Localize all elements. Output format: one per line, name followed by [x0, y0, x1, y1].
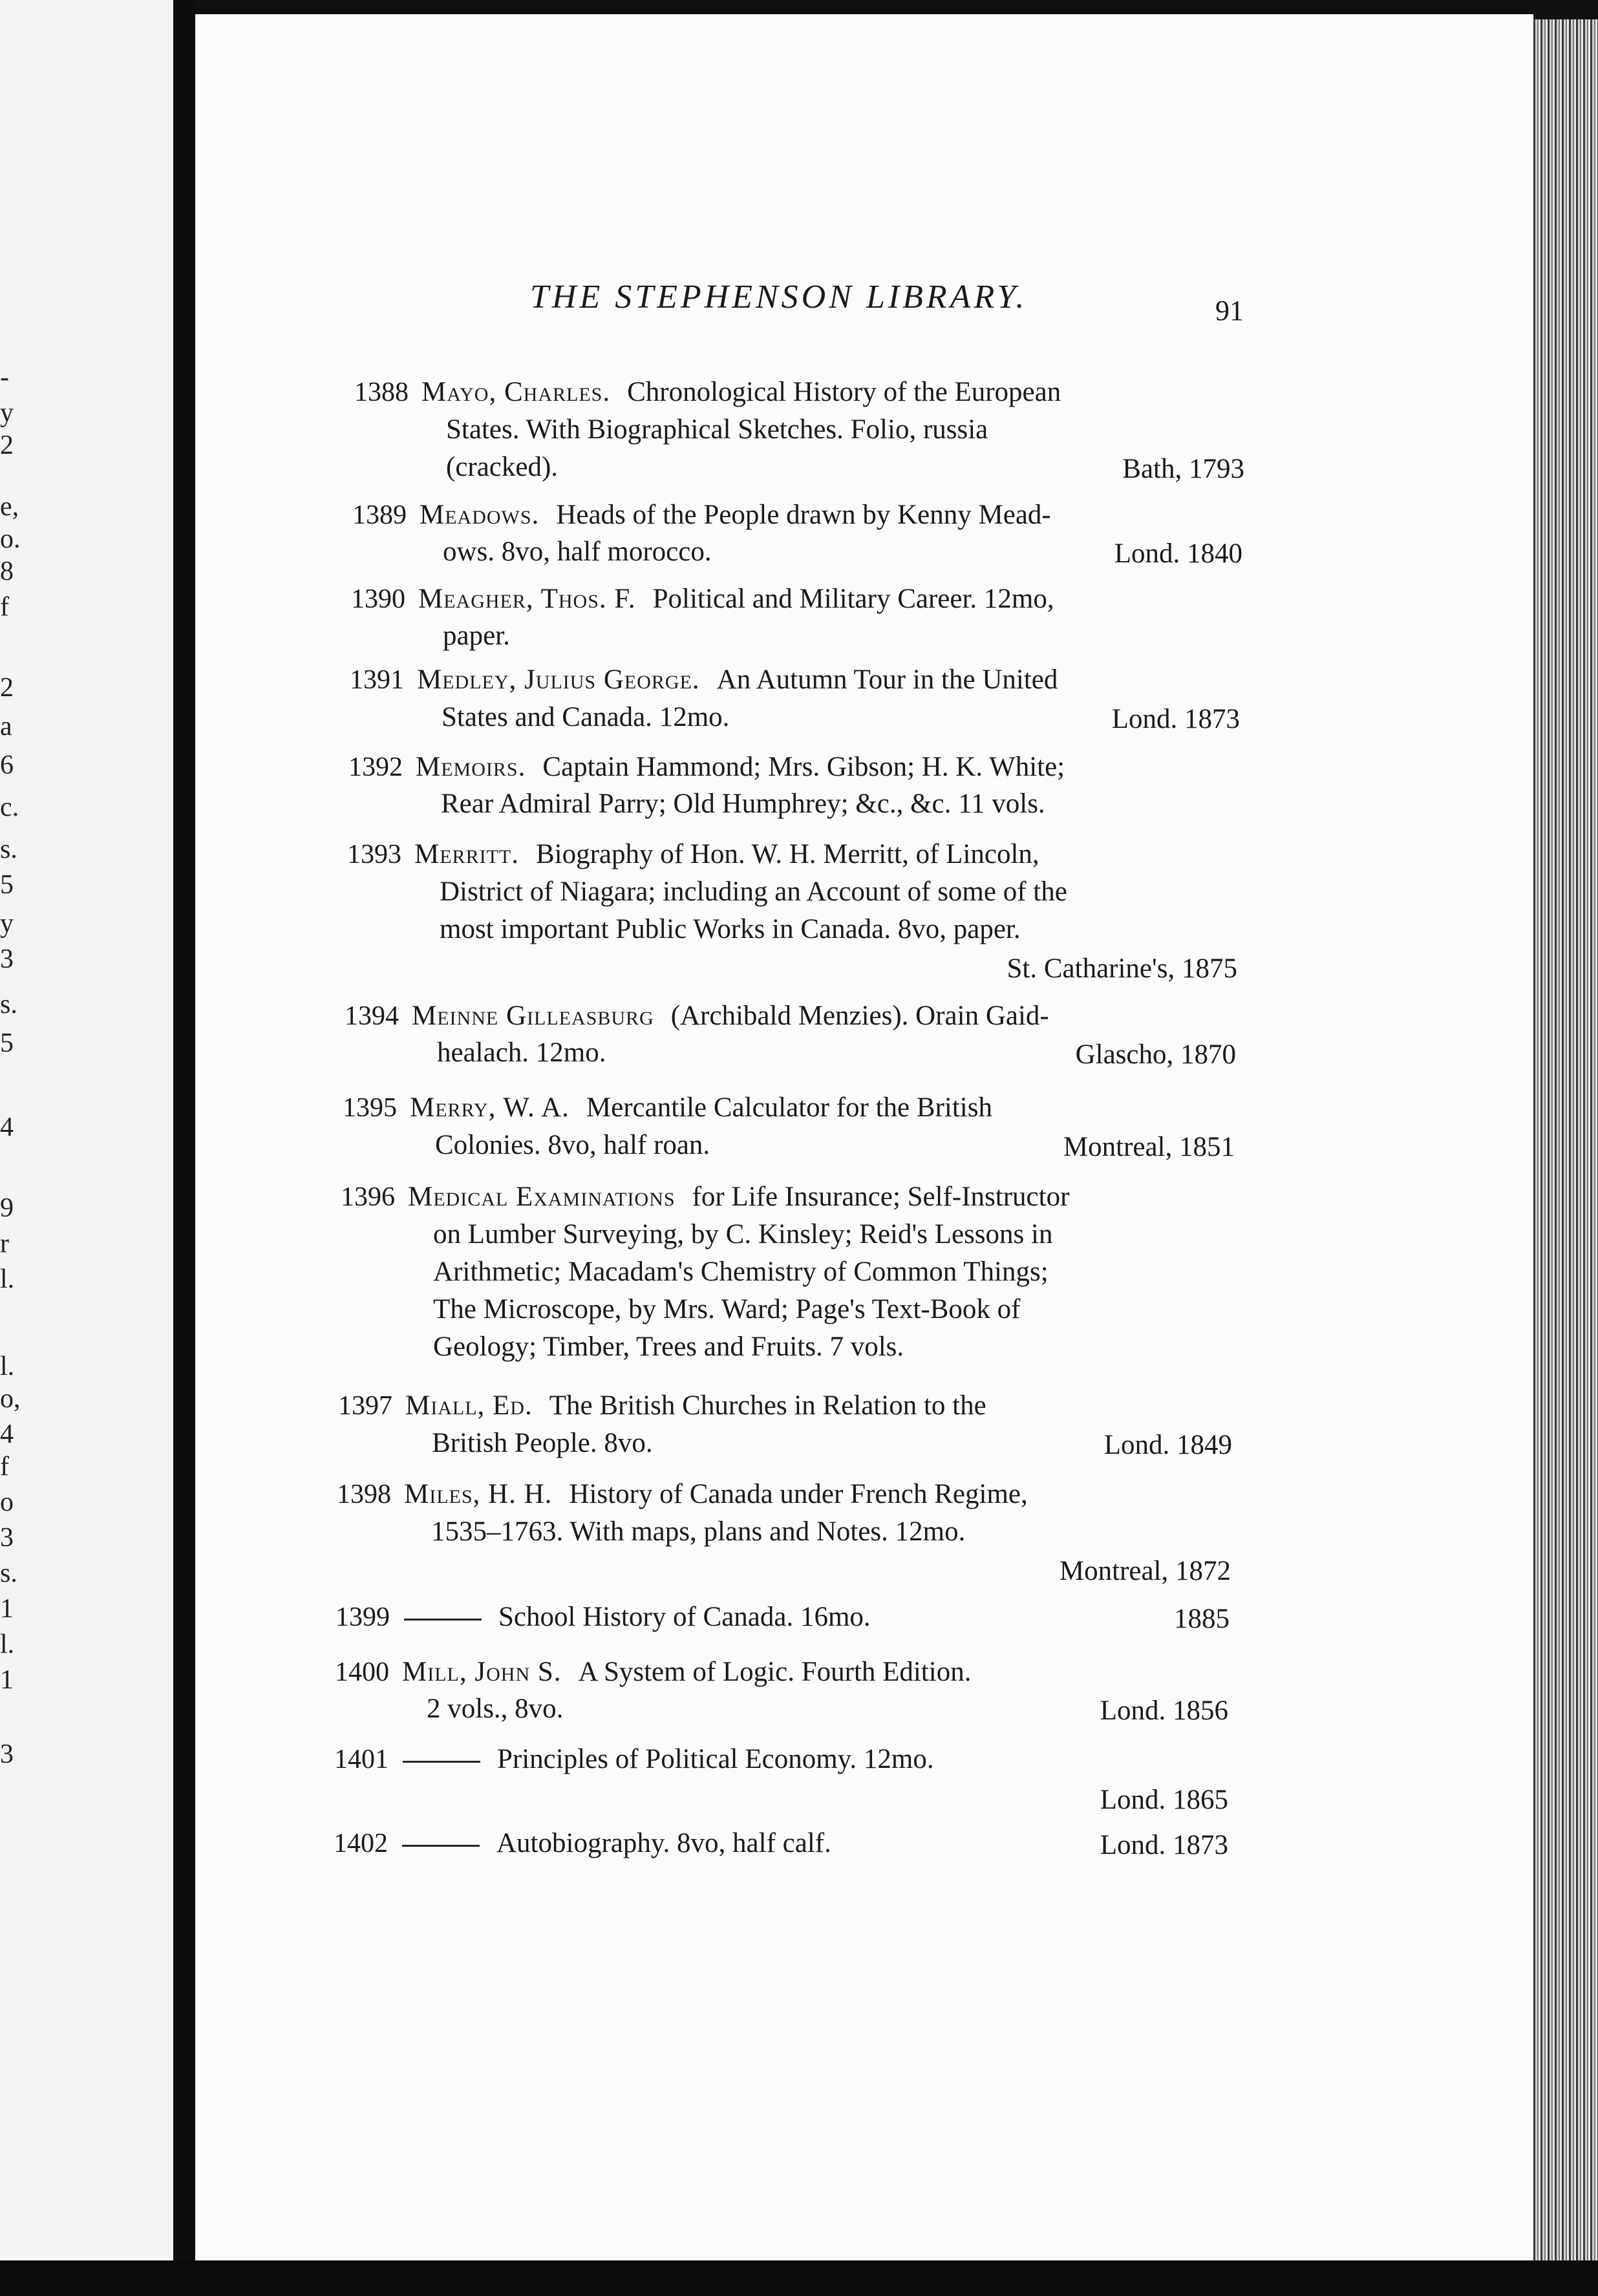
- entry-author: Medical Examinations: [408, 1182, 676, 1212]
- entry-line: District of Niagara; including an Account of some of the: [440, 877, 1067, 907]
- entry-author: Mayo, Charles.: [421, 377, 611, 407]
- entry-line: [335, 1658, 972, 1686]
- entry-line: [345, 1002, 1049, 1030]
- margin-fragment: s.: [0, 990, 17, 1019]
- entry-imprint: Lond. 1849: [1103, 1430, 1232, 1460]
- entry-number: 1400: [335, 1657, 389, 1687]
- entry-line: States and Canada. 12mo.: [442, 702, 730, 732]
- book-gutter: [173, 0, 195, 2296]
- entry-line: [334, 1829, 831, 1857]
- entry-imprint: 1885: [1174, 1604, 1230, 1634]
- margin-fragment: 2: [0, 430, 14, 460]
- margin-fragment: 1: [0, 1594, 14, 1624]
- entry-line: ows. 8vo, half morocco.: [443, 537, 712, 567]
- entry-number: 1402: [334, 1829, 388, 1858]
- entry-author: Medley, Julius George.: [417, 664, 700, 695]
- entry-line: most important Public Works in Canada. 8vo, paper.: [440, 914, 1021, 944]
- entry-text: for Life Insurance; Self-Instructor: [692, 1182, 1070, 1212]
- entry-text: An Autumn Tour in the United: [716, 664, 1058, 695]
- margin-fragment: 3: [0, 944, 14, 974]
- margin-fragment: y: [0, 909, 14, 939]
- entry-number: 1396: [341, 1182, 395, 1212]
- entry-number: 1388: [354, 377, 409, 407]
- margin-fragment: -: [0, 363, 9, 392]
- entry-text: Political and Military Career. 12mo,: [652, 584, 1054, 614]
- margin-fragment: 3: [0, 1739, 14, 1769]
- entry-line: on Lumber Surveying, by C. Kinsley; Reid's Lessons in: [433, 1219, 1053, 1249]
- page-number: 91: [1215, 295, 1244, 326]
- entry-text: Autobiography. 8vo, half calf.: [496, 1828, 831, 1858]
- margin-fragment: e,: [0, 492, 19, 522]
- entry-imprint: Montreal, 1872: [1059, 1556, 1231, 1586]
- entry-number: 1394: [345, 1001, 399, 1031]
- scan-top-border: [0, 0, 1598, 14]
- running-header: THE STEPHENSON LIBRARY.: [530, 279, 1028, 315]
- entry-imprint: Bath, 1793: [1122, 454, 1244, 484]
- page: [195, 14, 1533, 2260]
- margin-fragment: 5: [0, 870, 14, 900]
- entry-number: 1401: [334, 1745, 389, 1774]
- margin-fragment: o,: [0, 1384, 21, 1414]
- margin-fragment: f: [0, 1452, 9, 1482]
- entry-text: Chronological History of the European: [627, 377, 1061, 407]
- entry-author: Miall, Ed.: [405, 1390, 533, 1421]
- margin-fragment: 8: [0, 557, 14, 586]
- entry-line: (cracked).: [446, 452, 559, 482]
- entry-line: Colonies. 8vo, half roan.: [435, 1130, 710, 1160]
- entry-line: [337, 1480, 1028, 1508]
- entry-line: Rear Admiral Parry; Old Humphrey; &c., &c. 11 vols.: [441, 789, 1045, 819]
- entry-line: paper.: [443, 621, 510, 651]
- entry-line: Geology; Timber, Trees and Fruits. 7 vols.: [433, 1332, 904, 1362]
- entry-text: Heads of the People drawn by Kenny Mead-: [556, 500, 1051, 530]
- entry-line: [338, 1392, 986, 1419]
- entry-author: Meagher, Thos. F.: [418, 584, 636, 614]
- ditto-dash: [402, 1845, 480, 1847]
- entry-text: Captain Hammond; Mrs. Gibson; H. K. White;: [542, 752, 1065, 782]
- entry-text: The British Churches in Relation to the: [549, 1390, 986, 1421]
- entry-author: Mill, John S.: [402, 1657, 562, 1687]
- entry-author: Miles, H. H.: [404, 1479, 553, 1509]
- ditto-dash: [403, 1761, 480, 1763]
- entry-author: Meadows.: [420, 500, 540, 530]
- entry-number: 1392: [348, 752, 403, 782]
- entry-text: History of Canada under French Regime,: [569, 1479, 1028, 1509]
- entry-number: 1395: [343, 1093, 397, 1123]
- entry-imprint: Lond. 1840: [1114, 538, 1242, 569]
- margin-fragment: 2: [0, 673, 14, 703]
- entry-text: Biography of Hon. W. H. Merritt, of Lincoln,: [535, 839, 1039, 869]
- margin-fragment: r: [0, 1229, 9, 1259]
- entry-number: 1399: [336, 1602, 390, 1632]
- margin-fragment: y: [0, 398, 14, 428]
- entry-line: 2 vols., 8vo.: [427, 1694, 564, 1724]
- entry-author: Meinne Gilleasburg: [412, 1001, 654, 1031]
- entry-line: The Microscope, by Mrs. Ward; Page's Text-Book of: [433, 1294, 1021, 1324]
- margin-fragment: s.: [0, 834, 17, 864]
- margin-fragment: 3: [0, 1523, 14, 1553]
- margin-fragment: o.: [0, 524, 21, 554]
- entry-text: Principles of Political Economy. 12mo.: [497, 1744, 934, 1774]
- margin-fragment: o: [0, 1487, 14, 1517]
- entry-line: [348, 753, 1065, 781]
- entry-imprint: St. Catharine's, 1875: [1007, 953, 1237, 984]
- facing-page-edge: [0, 0, 173, 2262]
- entry-line: British People. 8vo.: [432, 1428, 653, 1458]
- margin-fragment: 9: [0, 1193, 14, 1223]
- entry-line: [354, 378, 1061, 406]
- margin-fragment: l.: [0, 1352, 15, 1381]
- entry-author: Merritt.: [414, 839, 519, 869]
- entry-imprint: Lond. 1865: [1100, 1785, 1228, 1815]
- entry-line: healach. 12mo.: [437, 1037, 606, 1068]
- margin-fragment: 5: [0, 1028, 14, 1058]
- entry-line: [336, 1603, 871, 1631]
- margin-fragment: 4: [0, 1112, 14, 1142]
- entry-number: 1389: [352, 500, 407, 530]
- entry-line: 1535–1763. With maps, plans and Notes. 12mo.: [431, 1516, 966, 1547]
- ditto-dash: [404, 1619, 482, 1621]
- entry-number: 1398: [337, 1480, 391, 1509]
- margin-fragment: s.: [0, 1558, 17, 1588]
- margin-fragment: 1: [0, 1665, 14, 1695]
- scan-bottom-border: [0, 2260, 1598, 2296]
- page-stack-edges: [1533, 19, 1598, 2262]
- entry-author: Merry, W. A.: [410, 1092, 570, 1123]
- entry-line: [352, 501, 1051, 529]
- entry-line: [334, 1745, 934, 1773]
- entry-line: Arithmetic; Macadam's Chemistry of Common Things;: [433, 1257, 1049, 1287]
- entry-imprint: Montreal, 1851: [1063, 1132, 1235, 1162]
- entry-line: [341, 1183, 1069, 1211]
- entry-text: (Archibald Menzies). Orain Gaid-: [670, 1001, 1049, 1031]
- entry-number: 1397: [338, 1391, 392, 1421]
- entry-line: [343, 1094, 992, 1121]
- entry-imprint: Lond. 1856: [1100, 1695, 1228, 1726]
- entry-text: Mercantile Calculator for the British: [586, 1092, 992, 1123]
- margin-fragment: 6: [0, 750, 14, 780]
- entry-line: States. With Biographical Sketches. Folio, russia: [446, 414, 988, 445]
- margin-fragment: l.: [0, 1264, 15, 1294]
- entry-imprint: Lond. 1873: [1111, 704, 1240, 734]
- margin-fragment: f: [0, 592, 9, 622]
- entry-author: Memoirs.: [416, 752, 526, 782]
- entry-imprint: Glascho, 1870: [1075, 1039, 1236, 1070]
- entry-number: 1390: [351, 584, 405, 614]
- entry-line: [347, 840, 1039, 868]
- entry-imprint: Lond. 1873: [1100, 1830, 1228, 1860]
- entry-number: 1391: [350, 665, 404, 695]
- entry-line: [351, 585, 1054, 613]
- margin-fragment: c.: [0, 792, 19, 822]
- entry-text: A System of Logic. Fourth Edition.: [578, 1657, 972, 1687]
- margin-fragment: a: [0, 712, 12, 741]
- margin-fragment: 4: [0, 1419, 14, 1449]
- entry-text: School History of Canada. 16mo.: [498, 1602, 871, 1632]
- entry-line: [350, 666, 1058, 694]
- entry-number: 1393: [347, 840, 401, 869]
- margin-fragment: l.: [0, 1630, 15, 1659]
